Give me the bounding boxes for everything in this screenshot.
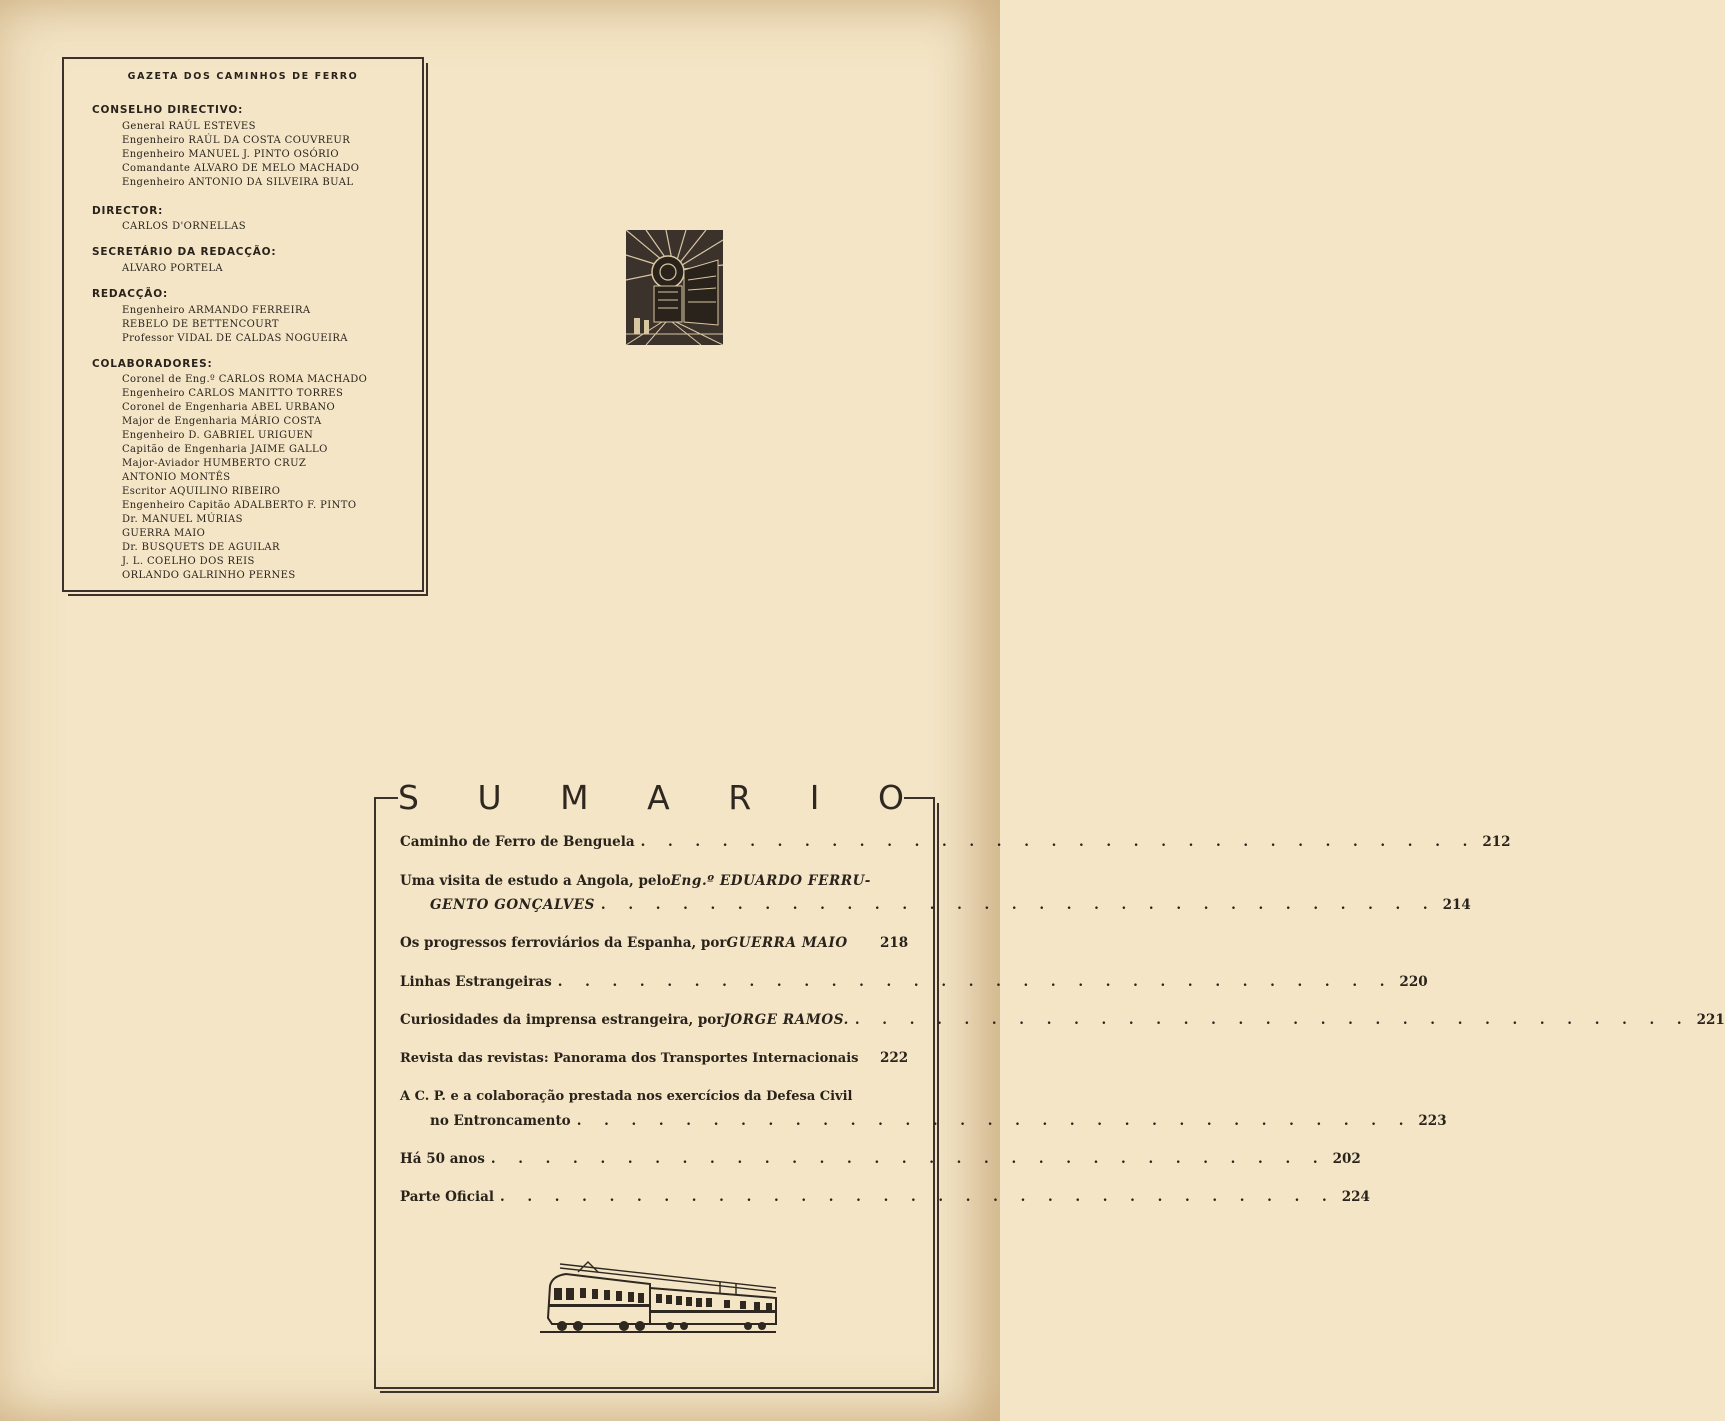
toc-entry-title: Parte Oficial [400,1189,494,1205]
list-item: Engenheiro ANTONIO DA SILVEIRA BUAL [122,177,354,188]
sumario-title-letter: U [477,777,502,817]
toc-entry-title: Os progressos ferroviários da Espanha, por [400,935,727,951]
list-item: REBELO DE BETTENCOURT [122,319,279,330]
toc-entry [400,935,908,955]
list-item: Engenheiro Capitão ADALBERTO F. PINTO [122,500,357,511]
list-item: Major de Engenharia MÁRIO COSTA [122,416,322,427]
sumario-title-letter: R [728,777,752,817]
toc-entry-author: Eng.º EDUARDO FERRU- [670,873,871,889]
electric-train-icon [540,1258,776,1336]
sumario-title-letter: O [877,777,904,817]
leader-dots: . . . . . . . . . . . . . . . . . . . . . . . . . . . . . . . [499,1189,1336,1205]
toc-entry-page: 221 [1696,1012,1725,1028]
toc-entry [400,1089,1447,1133]
toc-entry-author: JORGE RAMOS. [723,1012,849,1028]
section-heading-secretario: SECRETÁRIO DA REDACÇÃO: [92,246,277,258]
sumario-title-letter: S [398,777,419,817]
section-heading-colaboradores: COLABORADORES: [92,358,213,370]
sumario-title-letter: I [809,777,820,817]
toc-entry-page: 214 [1442,897,1471,913]
toc-entry [400,1050,908,1070]
list-item: Escritor AQUILINO RIBEIRO [122,486,281,497]
toc-entry-title-cont: no Entroncamento [430,1113,571,1129]
list-item: J. L. COELHO DOS REIS [122,556,255,567]
masthead-title: GAZETA DOS CAMINHOS DE FERRO [127,71,359,82]
toc-entry-author: GENTO GONÇALVES [430,897,595,913]
masthead-box [62,57,424,592]
toc-entry-page: 202 [1332,1151,1361,1167]
leader-dots: . . . . . . . . . . . . . . . . . . . . . . . . . . . . . . . [576,1113,1413,1129]
sumario-title-letter: A [647,777,670,817]
toc-entry-page: 220 [1399,974,1428,990]
list-item: Dr. MANUEL MÚRIAS [122,514,243,525]
list-item: Major-Aviador HUMBERTO CRUZ [122,458,307,469]
toc-entry-title: Há 50 anos [400,1151,485,1167]
list-item: General RAÚL ESTEVES [122,121,256,132]
toc-entry-page: 218 [880,935,909,951]
locomotive-woodcut-icon [626,230,723,345]
toc-entry-title: Linhas Estrangeiras [400,974,552,990]
list-item: Dr. BUSQUETS DE AGUILAR [122,542,280,553]
redaccao-list [122,304,348,346]
section-heading-director: DIRECTOR: [92,205,164,217]
leader-dots: . . . . . . . . . . . . . . . . . . . . . . . . . . . . . . . [490,1151,1327,1167]
list-item: Coronel de Eng.º CARLOS ROMA MACHADO [122,374,368,385]
toc-entry [400,1189,1370,1209]
toc-entry [400,974,1428,994]
list-item: Professor VIDAL DE CALDAS NOGUEIRA [122,333,348,344]
toc-entry [400,1151,1361,1171]
toc-entry-title: Caminho de Ferro de Benguela [400,834,635,850]
secretario-list [122,262,223,276]
list-item: Engenheiro MANUEL J. PINTO OSÓRIO [122,149,339,160]
toc-entry [400,834,1511,854]
director-list [122,220,246,234]
leader-dots: . . . . . . . . . . . . . . . . . . . . . . . . . . . . . . . [854,1012,1691,1028]
list-item: Engenheiro CARLOS MANITTO TORRES [122,388,344,399]
toc-entry-author: GUERRA MAIO [726,935,848,951]
sumario-title-letter: M [560,777,589,817]
section-heading-conselho: CONSELHO DIRECTIVO: [92,104,244,116]
list-item: CARLOS D'ORNELLAS [122,221,246,232]
toc-entry-title: Curiosidades da imprensa estrangeira, por [400,1012,724,1028]
toc-entry [400,1012,1725,1032]
toc-entry-page: 212 [1482,834,1511,850]
toc-entry-title: A C. P. e a colaboração prestada nos exercícios da Defesa Civil [400,1089,853,1104]
toc-entry-page: 223 [1418,1113,1447,1129]
toc-entry-page: 224 [1341,1189,1370,1205]
list-item: GUERRA MAIO [122,528,206,539]
conselho-list [122,120,359,190]
list-item: Coronel de Engenharia ABEL URBANO [122,402,336,413]
list-item: Capitão de Engenharia JAIME GALLO [122,444,328,455]
list-item: Comandante ALVARO DE MELO MACHADO [122,163,360,174]
list-item: Engenheiro D. GABRIEL URIGUEN [122,430,314,441]
list-item: ORLANDO GALRINHO PERNES [122,570,296,581]
toc-entry-title: Uma visita de estudo a Angola, pelo [400,873,671,889]
colaboradores-list [122,373,367,583]
leader-dots: . . . . . . . . . . . . . . . . . . . . . . . . . . . . . . . [640,834,1477,850]
leader-dots: . . . . . . . . . . . . . . . . . . . . . . . . . . . . . . . [557,974,1394,990]
list-item: ANTONIO MONTÊS [122,472,231,483]
list-item: Engenheiro ARMANDO FERREIRA [122,305,311,316]
toc-entry-title: Revista das revistas: Panorama dos Transportes Internacionais [400,1051,859,1066]
list-item: ALVARO PORTELA [122,263,224,274]
section-heading-redaccao: REDACÇÃO: [92,288,168,300]
list-item: Engenheiro RAÚL DA COSTA COUVREUR [122,135,351,146]
toc-entry-page: 222 [880,1050,909,1066]
toc-entry [400,873,1471,917]
leader-dots: . . . . . . . . . . . . . . . . . . . . . . . . . . . . . . . [600,897,1437,913]
